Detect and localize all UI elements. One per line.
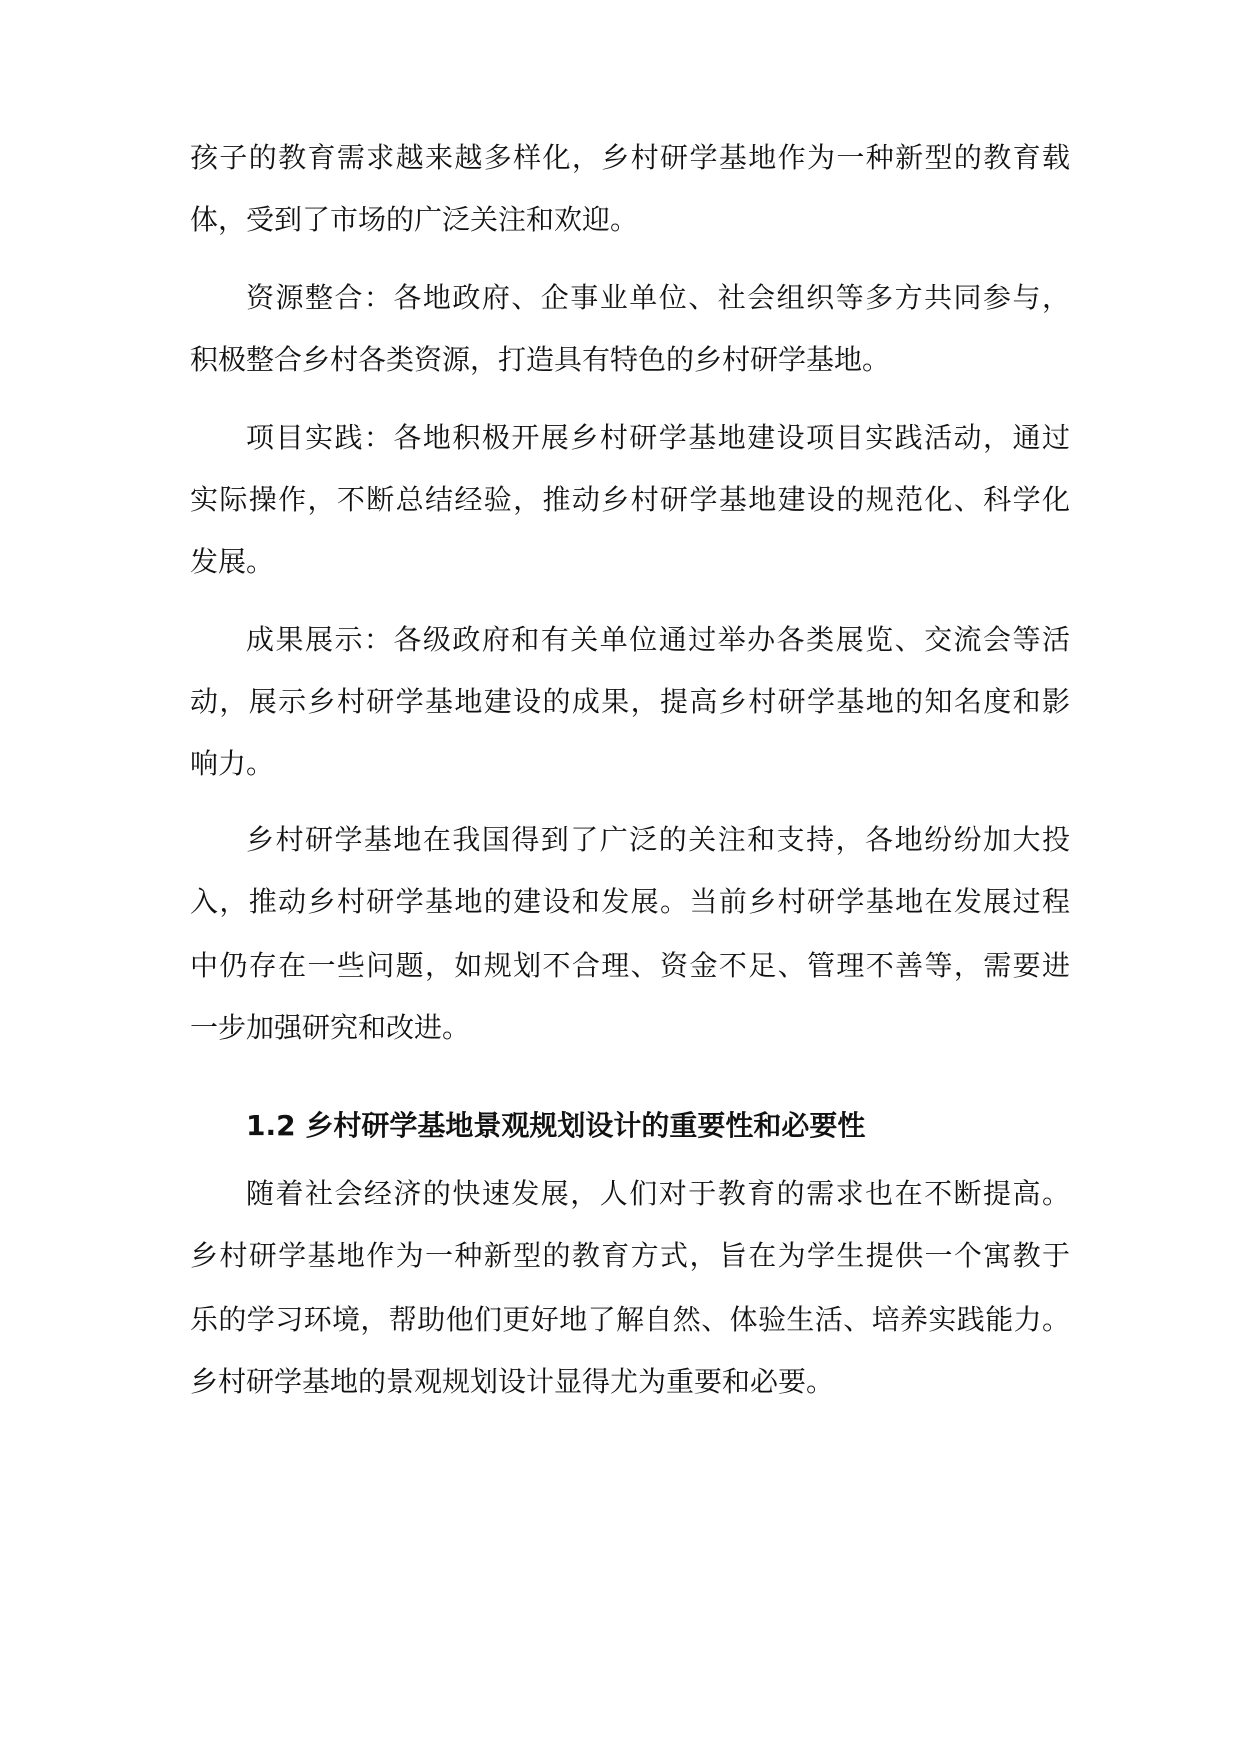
paragraph-line: 随着社会经济的快速发展，人们对于教育的需求也在不断提高。: [246, 1177, 1070, 1210]
paragraph-line: 乐的学习环境，帮助他们更好地了解自然、体验生活、培养实践能力。: [190, 1303, 1070, 1336]
paragraph-line: 一步加强研究和改进。: [190, 1011, 471, 1044]
paragraph-line: 乡村研学基地的景观规划设计显得尤为重要和必要。: [190, 1365, 835, 1398]
paragraph-line: 动，展示乡村研学基地建设的成果，提高乡村研学基地的知名度和影: [190, 685, 1070, 718]
paragraph-line: 中仍存在一些问题，如规划不合理、资金不足、管理不善等，需要进: [190, 949, 1070, 982]
section-heading: [246, 1108, 1070, 1144]
paragraph-line: 实际操作，不断总结经验，推动乡村研学基地建设的规范化、科学化: [190, 483, 1070, 516]
paragraph-line: 资源整合：各地政府、企事业单位、社会组织等多方共同参与，: [246, 281, 1070, 314]
paragraph-line: 乡村研学基地在我国得到了广泛的关注和支持，各地纷纷加大投: [246, 823, 1070, 856]
paragraph-line: 乡村研学基地作为一种新型的教育方式，旨在为学生提供一个寓教于: [190, 1239, 1070, 1272]
paragraph-line: 孩子的教育需求越来越多样化，乡村研学基地作为一种新型的教育载: [190, 141, 1070, 174]
section-title: 乡村研学基地景观规划设计的重要性和必要性: [305, 1109, 866, 1142]
paragraph-line: 响力。: [190, 747, 275, 780]
section-number: 1.2: [246, 1109, 296, 1142]
paragraph-line: 成果展示：各级政府和有关单位通过举办各类展览、交流会等活: [246, 623, 1070, 656]
paragraph-line: 发展。: [190, 545, 275, 578]
paragraph-line: 体，受到了市场的广泛关注和欢迎。: [190, 203, 639, 236]
paragraph-line: 入，推动乡村研学基地的建设和发展。当前乡村研学基地在发展过程: [190, 885, 1070, 918]
paragraph-line: 项目实践：各地积极开展乡村研学基地建设项目实践活动，通过: [246, 421, 1070, 454]
paragraph-line: 积极整合乡村各类资源，打造具有特色的乡村研学基地。: [190, 343, 891, 376]
